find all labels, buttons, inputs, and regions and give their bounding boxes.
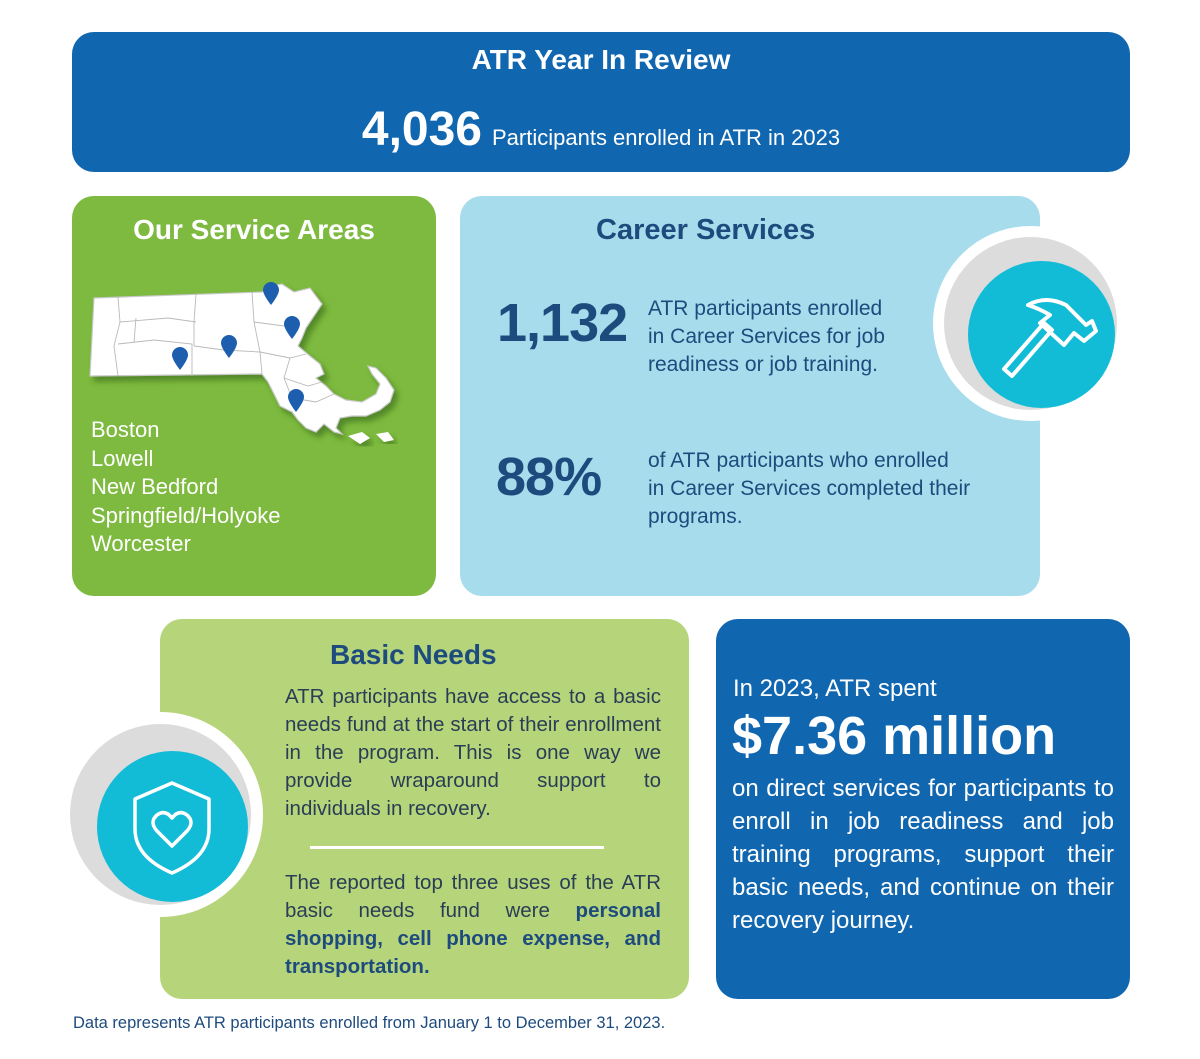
completion-text (648, 447, 970, 531)
participants-text: Participants enrolled in ATR in 2023 (492, 125, 841, 150)
city-list-item: Lowell (91, 445, 154, 471)
participants-stat (72, 102, 1130, 157)
career-enrolled-number: 1,132 (497, 293, 628, 353)
location-pin-icon (171, 347, 189, 371)
text-line: ATR participants enrolled (648, 297, 883, 320)
uses-list: personal shopping, cell phone expense, and transportation. (285, 899, 661, 978)
city-list-item: Boston (91, 417, 160, 442)
badge-core (97, 751, 248, 902)
divider (310, 846, 604, 849)
page-title: ATR Year In Review (471, 44, 731, 75)
text-line: readiness or job training. (648, 353, 878, 376)
city-list-item: Springfield/Holyoke (91, 502, 281, 528)
city-list-item: Worcester (91, 531, 191, 556)
location-pin-icon (220, 335, 238, 359)
location-pin-icon (287, 389, 305, 413)
shield-heart-icon (97, 751, 248, 902)
badge-ring (70, 724, 251, 905)
badge-core (968, 261, 1115, 408)
completion-percent: 88% (496, 447, 602, 507)
location-pin-icon (262, 282, 280, 306)
text-line: in Career Services for job (648, 325, 885, 348)
header-banner (72, 32, 1130, 172)
shield-badge (58, 712, 263, 917)
spending-description: on direct services for participants to enroll in job readiness and job training programs, support their basic needs, and continue on their recovery journey. (732, 775, 1114, 934)
spending-panel (716, 619, 1130, 999)
spending-amount: $7.36 million (732, 706, 1057, 766)
career-enrolled-text (648, 295, 885, 379)
career-services-title: Career Services (596, 214, 816, 246)
text-line: in Career Services completed their (648, 477, 971, 500)
basic-needs-uses-paragraph (285, 869, 661, 981)
massachusetts-map (84, 282, 416, 468)
basic-needs-paragraph: ATR participants have access to a basic needs fund at the start of their enrollment in the program. This is one way we provide wraparound support to individuals in recovery. (285, 685, 661, 820)
career-services-panel (460, 196, 1040, 596)
text-line: of ATR participants who enrolled (648, 449, 949, 472)
footnote: Data represents ATR participants enrolled from January 1 to December 31, 2023. (73, 1014, 666, 1032)
uses-intro: The reported top three uses of the ATR basic needs fund were (285, 871, 661, 922)
text-line: programs. (648, 505, 743, 528)
hammer-badge (933, 226, 1128, 421)
service-areas-title: Our Service Areas (133, 214, 375, 245)
participants-number: 4,036 (361, 103, 482, 156)
spending-lead: In 2023, ATR spent (733, 675, 937, 702)
city-list-item: New Bedford (91, 474, 219, 499)
hammer-icon (968, 261, 1115, 408)
badge-ring (944, 237, 1117, 410)
location-pin-icon (283, 316, 301, 340)
basic-needs-title: Basic Needs (330, 639, 497, 670)
